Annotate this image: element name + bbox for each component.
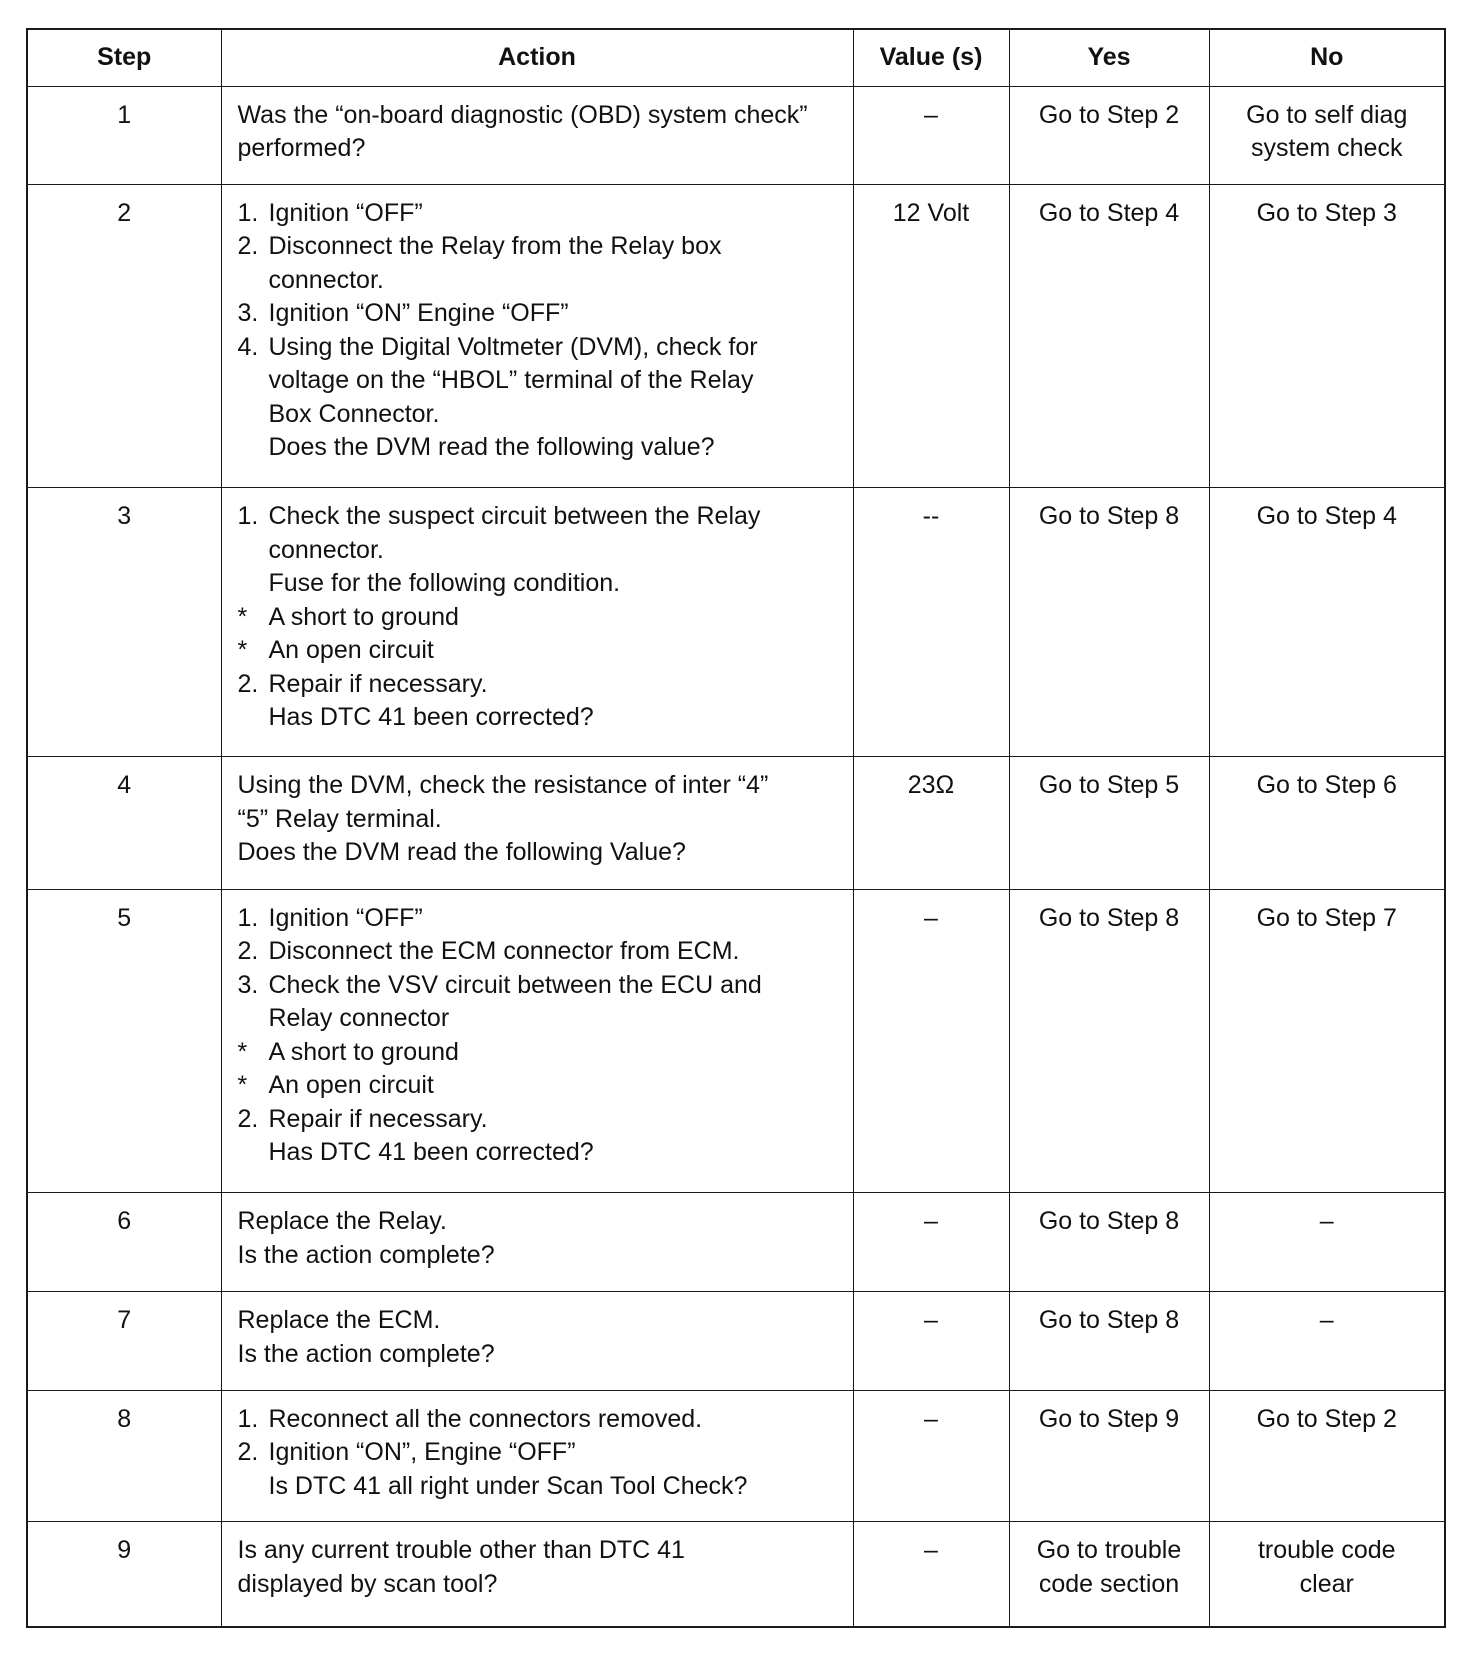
no-cell [1209,757,1445,890]
action-line [238,1403,843,1437]
action-cell [221,1390,853,1522]
action-text: performed? [237,134,366,162]
action-text: connector. [268,265,384,294]
yes-text: Go to trouble [1036,1536,1182,1565]
table-row [27,488,1445,757]
action-text: A short to ground [268,602,459,631]
action-line [238,197,843,231]
list-marker: 1. [237,903,259,932]
action-line [238,1002,843,1036]
action-line [238,701,843,735]
action-line [238,99,843,133]
list-marker: * [237,1071,248,1100]
action-line [238,634,843,668]
step-number: 1 [27,86,221,184]
no-cell [1209,1292,1445,1390]
yes-cell [1009,1292,1209,1390]
step-number: 9 [27,1522,221,1627]
list-marker: 1. [237,1404,259,1433]
no-text: system check [1251,134,1403,162]
action-text: Repair if necessary. [268,1104,488,1133]
action-text: Fuse for the following condition. [268,569,621,598]
no-cell [1209,184,1445,488]
action-cell [221,757,853,890]
action-line [238,969,843,1003]
header-yes: Yes [1009,29,1209,86]
action-text: Has DTC 41 been corrected? [268,703,594,732]
action-text: Using the DVM, check the resistance of inter “4” [237,771,769,800]
action-text: Box Connector. [268,399,440,428]
table-row [27,184,1445,488]
header-value: Value (s) [853,29,1009,86]
yes-cell [1009,757,1209,890]
action-line [238,1205,843,1239]
yes-text: Go to Step 2 [1038,100,1180,129]
list-marker: 1. [237,198,259,227]
action-line [238,1436,843,1470]
no-cell [1209,889,1445,1193]
list-marker: 4. [237,332,259,361]
step-number: 2 [27,184,221,488]
action-text: Was the “on-board diagnostic (OBD) system check” [237,100,808,129]
list-marker: 1. [237,502,259,531]
action-text: Repair if necessary. [268,669,488,698]
table-row [27,757,1445,890]
action-line [238,431,843,465]
action-cell [221,889,853,1193]
action-text: An open circuit [268,1071,434,1100]
action-line [238,1103,843,1137]
header-row [27,29,1445,86]
list-marker: 2. [237,669,259,698]
value-cell: -- [853,488,1009,757]
value-cell: – [853,889,1009,1193]
no-text: Go to Step 4 [1256,502,1397,531]
action-text: Is any current trouble other than DTC 41 [237,1536,685,1565]
no-cell [1209,1390,1445,1522]
yes-cell [1009,889,1209,1193]
action-text: Has DTC 41 been corrected? [268,1138,594,1167]
action-line [238,230,843,264]
step-number: 3 [27,488,221,757]
no-text: Go to Step 3 [1256,198,1397,227]
no-text: – [1319,1306,1334,1335]
action-line [238,902,843,936]
no-text: Go to Step 2 [1256,1404,1397,1433]
action-line [238,132,843,166]
action-line [238,500,843,534]
action-text: Ignition “OFF” [268,903,423,932]
action-line [238,601,843,635]
action-text: Check the VSV circuit between the ECU and [268,970,762,999]
no-text: trouble code [1257,1536,1396,1565]
no-text: Go to self diag [1246,100,1408,129]
table-row [27,1193,1445,1292]
yes-cell [1009,488,1209,757]
action-text: displayed by scan tool? [237,1569,498,1598]
action-line [238,398,843,432]
action-text: A short to ground [268,1037,459,1066]
action-text: An open circuit [268,636,434,665]
yes-text: Go to Step 8 [1038,502,1180,531]
action-text: Replace the Relay. [237,1207,447,1236]
action-line [238,567,843,601]
action-line [238,769,843,803]
yes-text: Go to Step 8 [1038,903,1180,932]
action-cell [221,488,853,757]
action-text: Is the action complete? [237,1339,495,1368]
header-no: No [1209,29,1445,86]
value-cell: – [853,1390,1009,1522]
action-line [238,364,843,398]
action-text: Replace the ECM. [237,1306,441,1335]
list-marker: 2. [237,937,259,966]
list-marker: * [237,602,248,631]
yes-text: Go to Step 8 [1038,1306,1180,1335]
table-row [27,1390,1445,1522]
step-number: 4 [27,757,221,890]
list-marker: 3. [237,299,259,328]
list-marker: 2. [237,1104,259,1133]
action-line [238,1470,843,1504]
value-cell: – [853,1522,1009,1627]
table-row [27,86,1445,184]
action-text: Ignition “OFF” [268,198,423,227]
no-text: Go to Step 6 [1256,771,1397,800]
yes-text: Go to Step 8 [1038,1207,1180,1236]
action-text: connector. [268,535,384,564]
no-cell [1209,1522,1445,1627]
action-line [238,1304,843,1338]
action-cell [221,1292,853,1390]
action-text: Is the action complete? [237,1240,495,1269]
action-cell [221,184,853,488]
yes-cell [1009,1522,1209,1627]
action-line [238,534,843,568]
value-cell: – [853,86,1009,184]
value-cell: 12 Volt [853,184,1009,488]
yes-cell [1009,1193,1209,1292]
action-text: Ignition “ON”, Engine “OFF” [268,1438,576,1467]
value-cell: 23Ω [853,757,1009,890]
action-line [238,668,843,702]
action-text: Check the suspect circuit between the Relay [268,502,761,531]
action-line [238,1239,843,1273]
diagnostic-table [26,28,1446,1628]
step-number: 6 [27,1193,221,1292]
header-action: Action [221,29,853,86]
action-line [238,264,843,298]
list-marker: * [237,1037,248,1066]
action-text: Is DTC 41 all right under Scan Tool Check? [268,1471,748,1500]
action-text: Relay connector [268,1004,450,1033]
table-row [27,1292,1445,1390]
table-row [27,889,1445,1193]
step-number: 5 [27,889,221,1193]
yes-text: Go to Step 5 [1038,771,1180,800]
step-number: 8 [27,1390,221,1522]
yes-text: code section [1038,1569,1180,1598]
yes-cell [1009,1390,1209,1522]
list-marker: 2. [237,232,259,261]
list-marker: 3. [237,970,259,999]
step-number: 7 [27,1292,221,1390]
action-text: Using the Digital Voltmeter (DVM), check for [268,332,758,361]
action-text: Disconnect the Relay from the Relay box [268,232,722,261]
action-text: Reconnect all the connectors removed. [268,1404,703,1433]
list-marker: 2. [237,1438,259,1467]
action-line [238,803,843,837]
action-line [238,1568,843,1602]
action-line [238,1036,843,1070]
list-marker: * [237,636,248,665]
no-text: clear [1299,1569,1354,1598]
action-text: “5” Relay terminal. [237,804,442,833]
action-cell [221,86,853,184]
value-cell: – [853,1292,1009,1390]
no-cell [1209,488,1445,757]
action-cell [221,1193,853,1292]
no-cell [1209,1193,1445,1292]
action-line [238,1136,843,1170]
yes-cell [1009,184,1209,488]
action-line [238,331,843,365]
action-line [238,1534,843,1568]
action-text: Ignition “ON” Engine “OFF” [268,299,569,328]
action-text: voltage on the “HBOL” terminal of the Relay [268,366,754,395]
no-text: – [1319,1207,1334,1236]
action-text: Disconnect the ECM connector from ECM. [268,937,740,966]
action-text: Does the DVM read the following value? [268,433,715,462]
action-line [238,836,843,870]
action-line [238,297,843,331]
value-cell: – [853,1193,1009,1292]
header-step: Step [27,29,221,86]
yes-cell [1009,86,1209,184]
table-row [27,1522,1445,1627]
action-text: Does the DVM read the following Value? [237,838,686,867]
no-text: Go to Step 7 [1256,903,1397,932]
yes-text: Go to Step 4 [1038,198,1180,227]
action-line [238,1338,843,1372]
yes-text: Go to Step 9 [1038,1404,1180,1433]
action-cell [221,1522,853,1627]
action-line [238,935,843,969]
table-body [27,86,1445,1627]
action-line [238,1069,843,1103]
no-cell [1209,86,1445,184]
